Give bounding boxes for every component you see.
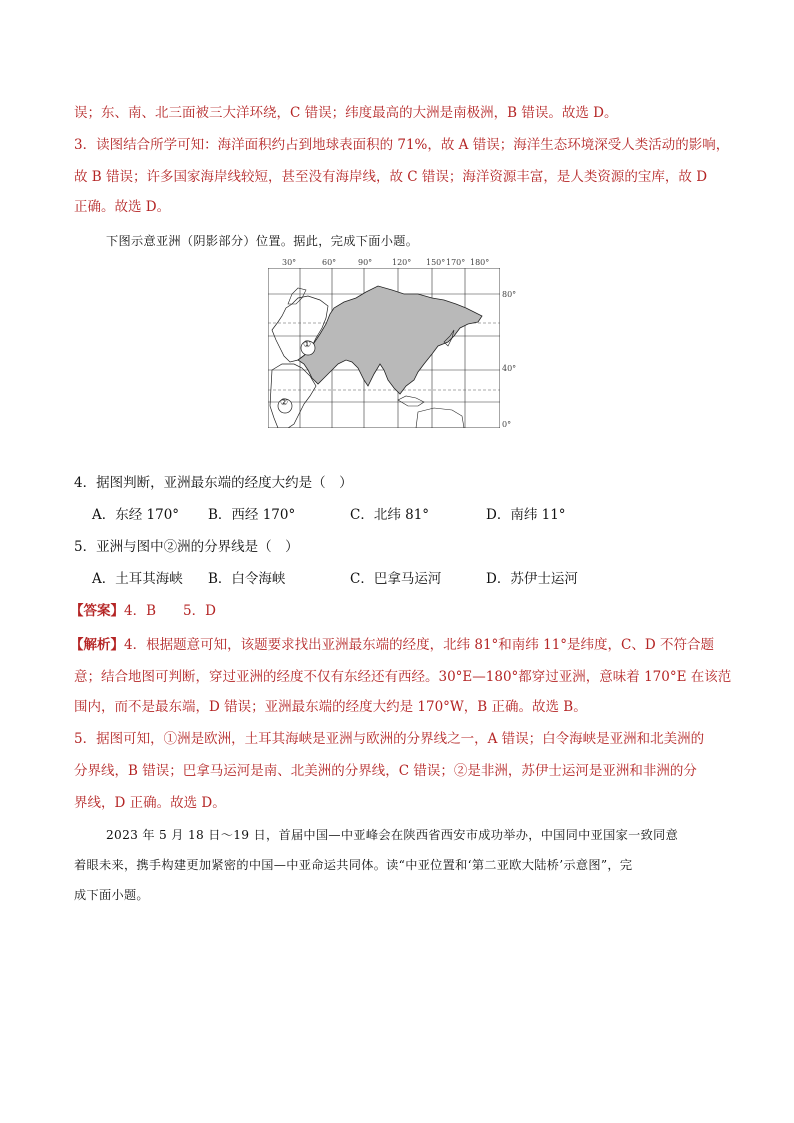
q5-option-b: B．白令海峡 xyxy=(208,571,286,587)
q5-option-a: A．土耳其海峡 xyxy=(92,571,183,587)
final-paragraph-line-2: 着眼未来，携手构建更加紧密的中国—中亚命运共同体。读“中亚位置和‘第二亚欧大陆桥’示意图”，完 xyxy=(74,858,633,872)
lon-label: 120° xyxy=(392,258,412,267)
lon-label: 170° xyxy=(446,258,466,267)
analysis-line-4: 5．据图可知，①洲是欧洲，土耳其海峡是亚洲与欧洲的分界线之一，A 错误；白令海峡是亚洲和北美洲的 xyxy=(74,731,705,747)
map-intro: 下图示意亚洲（阴影部分）位置。据此，完成下面小题。 xyxy=(106,234,419,248)
answer-text-line-1: 误；东、南、北三面被三大洋环绕，C 错误；纬度最高的大洲是南极洲，B 错误。故选 D。 xyxy=(74,105,618,121)
answer-text-line-4: 正确。故选 D。 xyxy=(74,199,171,215)
answer-label: 【答案】 xyxy=(70,603,124,619)
analysis-text: 4．根据题意可知，该题要求找出亚洲最东端的经度，北纬 81°和南纬 11°是纬度，C、D 不符合题 xyxy=(124,637,714,653)
analysis-line-6: 界线，D 正确。故选 D。 xyxy=(74,795,226,811)
lat-label: 0° xyxy=(502,420,512,429)
answer-text: 4．B 5．D xyxy=(124,603,216,619)
lat-label: 80° xyxy=(502,290,517,299)
answer-text-line-2: 3．读图结合所学可知：海洋面积约占到地球表面积的 71%，故 A 错误；海洋生态环境深受人类活动的影响， xyxy=(74,137,730,153)
lon-label: 60° xyxy=(322,258,337,267)
q4-option-c: C．北纬 81° xyxy=(350,507,430,523)
marker-2-label: ② xyxy=(280,398,289,408)
marker-1-label: ① xyxy=(303,340,312,350)
map-top-labels xyxy=(268,258,518,270)
answer-line xyxy=(70,602,216,620)
analysis-label: 【解析】 xyxy=(70,637,124,653)
q4-option-d: D．南纬 11° xyxy=(486,507,566,523)
final-paragraph-line-3: 成下面小题。 xyxy=(74,888,149,902)
answer-text-line-3: 故 B 错误；许多国家海岸线较短，甚至没有海岸线，故 C 错误；海洋资源丰富，是人类资源的宝库，故 D xyxy=(74,169,708,185)
question-5-stem: 5．亚洲与图中②洲的分界线是（ ） xyxy=(74,539,299,555)
q5-option-d: D．苏伊士运河 xyxy=(486,571,578,587)
q4-option-a: A．东经 170° xyxy=(92,507,180,523)
question-4-stem: 4．据图判断，亚洲最东端的经度大约是（ ） xyxy=(74,475,353,491)
q5-option-c: C．巴拿马运河 xyxy=(350,571,442,587)
analysis-line-5: 分界线，B 错误；巴拿马运河是南、北美洲的分界线，C 错误；②是非洲，苏伊士运河是亚洲和非洲的分 xyxy=(74,763,697,779)
lon-label: 180° xyxy=(470,258,490,267)
lon-label: 150° xyxy=(426,258,446,267)
q4-option-b: B．西经 170° xyxy=(208,507,296,523)
analysis-line-2: 意；结合地图可判断，穿过亚洲的经度不仅有东经还有西经。30°E—180°都穿过亚洲，意味着 170°E 在该范 xyxy=(74,669,732,685)
final-paragraph-line-1: 2023 年 5 月 18 日～19 日，首届中国—中亚峰会在陕西省西安市成功举办，中国同中亚国家一致同意 xyxy=(106,828,679,842)
analysis-line-1 xyxy=(70,636,714,654)
analysis-line-3: 围内，而不是最东端，D 错误；亚洲最东端的经度大约是 170°W，B 正确。故选 B。 xyxy=(74,699,587,715)
lat-label: 40° xyxy=(502,364,517,373)
lon-label: 30° xyxy=(282,258,297,267)
lon-label: 90° xyxy=(358,258,373,267)
